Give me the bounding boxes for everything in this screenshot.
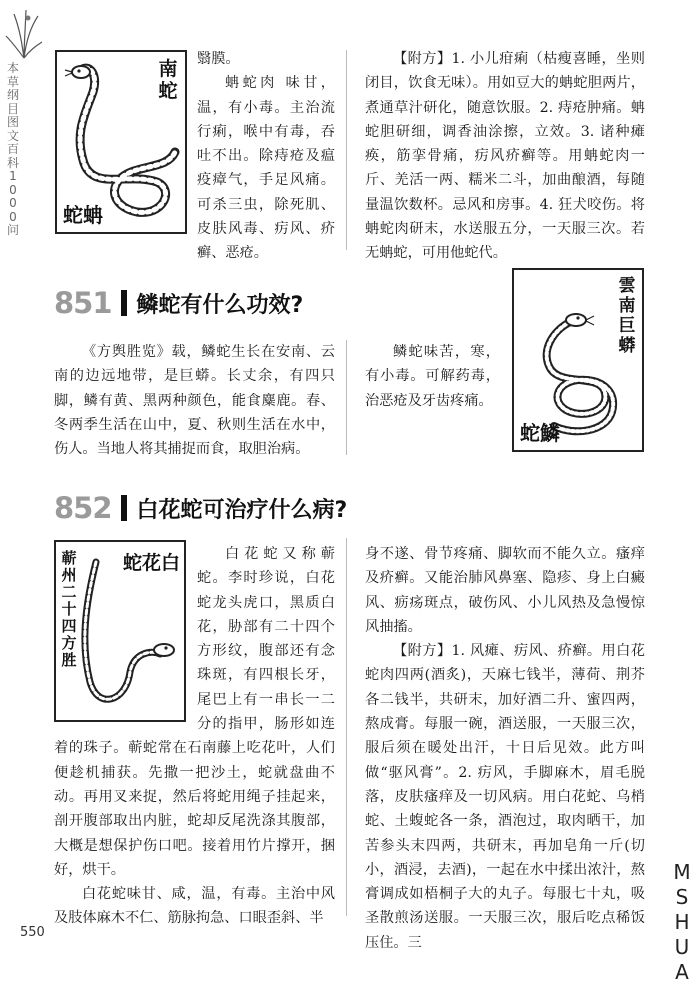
question-852-heading [54, 488, 347, 528]
float-spacer [54, 542, 197, 735]
column-divider-851 [346, 340, 347, 455]
scaled-snake-label-top: 雲南巨蟒 [618, 276, 636, 356]
paragraph: 蚺蛇肉 味甘，温，有小毒。主治流行痢，喉中有毒，吞吐不出。除痔疮及瘟疫瘴气，手足风痛。可杀三虫，除死肌、皮肤风毒、疠风、疥癣、恶疮。 [197, 75, 335, 262]
white-flower-snake-label-side: 蕲州二十四方胜 [61, 549, 77, 669]
scaled-snake-illustration-frame [512, 268, 644, 452]
page-number: 550 [20, 925, 45, 940]
white-flower-snake-text-right [365, 542, 645, 955]
python-illustration-frame [55, 50, 187, 234]
python-label-bottom: 蛇蚺 [63, 203, 103, 227]
column-divider-852 [346, 538, 347, 916]
paragraph: 翳膜。 [197, 51, 240, 67]
book-title-vertical: 本草纲目图文百科1000问 [6, 61, 19, 237]
question-number: 851 [54, 286, 112, 320]
scaled-snake-label-bottom: 蛇鱗 [520, 421, 560, 445]
heading-bar [121, 290, 127, 316]
white-flower-snake-label-top: 蛇花白 [122, 552, 180, 574]
paragraph: 《方舆胜览》载，鳞蛇生长在安南、云南的边远地带，是巨蟒。长丈余，有四只脚，鳞有黄、黑两种颜色，能食麋鹿。春、冬两季生活在山中，夏、秋则生活在水中，伤人。当地人将其捕捉而食，取胆治病。 [54, 344, 335, 458]
scaled-snake-text-right [365, 340, 500, 413]
paragraph: 白花蛇又称蕲蛇。李时珍说，白花蛇龙头虎口，黑质白花，胁部有二十四个方形纹，腹部还有念珠斑，有四根长牙，尾巴上有一串长一二分的指甲，肠形如连着的珠子。蕲蛇常在石南藤上吃花叶，人们便趁机捕获。先撒一把沙土，蛇就盘曲不动。再用叉来捉，然后将蛇用绳子挂起来，剖开腹部取出内脏，蛇却反尾洗涤其腹部，大概是想保护伤口吧。接着用竹片撑开，捆好，烘干。 [54, 546, 335, 878]
white-flower-snake-text-left [54, 542, 335, 931]
orchid-ornament-icon [4, 6, 44, 60]
paragraph: 【附方】1. 风瘫、疠风、疥癣。用白花蛇肉四两(酒炙)，天麻七钱半，薄荷、荆芥各二钱半，共研末，加好酒二升、蜜四两，熬成膏。每服一碗，酒送服，一天服三次，服后须在暖处出汗，十日后见效。此方叫做“驱风膏”。2. 疠风，手脚麻木，眉毛脱落，皮肤瘙痒及一切风病。用白花蛇、乌梢蛇、土蝮蛇各一条，酒泡过，取肉晒干，加苦参头末四两，共研末，再加皂角一斤(切小，酒浸，去酒)，一起在水中揉出浓汁，熬膏调成如梧桐子大的丸子。每服七十丸，吸圣散煎汤送服。一天服三次，服后吃点稀饭压住。三 [365, 643, 645, 951]
column-divider-top [346, 50, 347, 250]
question-851-heading [54, 283, 303, 323]
python-label-top: 南蛇 [158, 58, 178, 102]
paragraph: 身不遂、骨节疼痛、脚软而不能久立。瘙痒及疥癣。又能治肺风鼻塞、隐疹、身上白癜风、疬疡斑点，破伤风、小儿风热及急慢惊风抽搐。 [365, 546, 645, 635]
paragraph: 【附方】1. 小儿疳痢（枯瘦喜睡，坐则闭目，饮食无味）。用如豆大的蚺蛇胆两片，煮通草汁研化，随意饮服。2. 痔疮肿痛。蚺蛇胆研细，调香油涂擦，立效。3. 诸种瘫痪，筋挛骨痛，疠风疥癣等。用蚺蛇肉一斤、羌活一两、糯米二斗，加曲酿酒，每随量温饮数杯。忌风和房事。4. 狂犬咬伤。将蚺蛇肉研末，水送服五分，一天服三次。若无蚺蛇，可用他蛇代。 [365, 51, 645, 262]
paragraph: 鳞蛇味苦，寒，有小毒。可解药毒，治恶疮及牙齿疼痛。 [365, 344, 500, 409]
heading-bar [121, 495, 127, 521]
paragraph: 白花蛇味甘、咸，温，有毒。主治中风及肢体麻木不仁、筋脉拘急、口眼歪斜、半 [54, 886, 335, 927]
question-number: 852 [54, 491, 112, 525]
python-prescriptions [365, 47, 645, 266]
scaled-snake-text-left [54, 340, 335, 461]
question-title: 鳞蛇有什么功效? [136, 292, 304, 318]
watermark: MSHUA [673, 860, 691, 984]
question-title: 白花蛇可治疗什么病? [136, 497, 348, 523]
python-text-top [197, 47, 335, 266]
